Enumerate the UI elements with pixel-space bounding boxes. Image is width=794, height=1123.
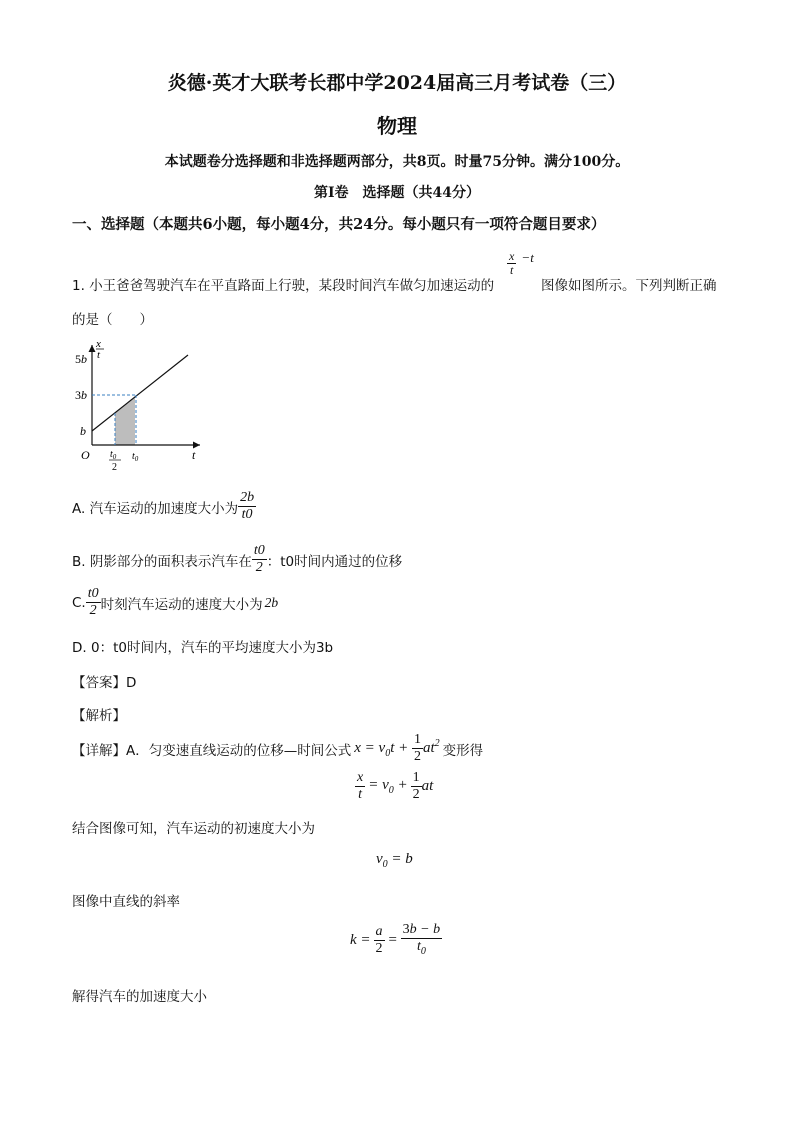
tick-t0: $t_0$: [132, 451, 139, 463]
svg-text:2: 2: [112, 462, 117, 473]
section-heading: 一、选择题（本题共6小题，每小题4分，共24分。每小题只有一项符合题目要求）: [72, 216, 606, 233]
tick-5b: 5b: [75, 352, 87, 366]
origin-label: O: [81, 448, 90, 462]
option-c-fraction: $\frac{t0}{2}$: [87, 586, 99, 618]
xt-num: x: [509, 249, 515, 263]
option-c-value: 2b: [264, 594, 279, 610]
option-d: D. 0：t0时间内，汽车的平均速度大小为3b: [72, 640, 334, 656]
initial-velocity-text: 结合图像可知，汽车运动的初速度大小为: [72, 821, 315, 837]
exam-title: 炎德·英才大联考长郡中学2024届高三月考试卷（三）: [167, 72, 627, 94]
option-b: [72, 543, 402, 576]
option-b-text3: t0时间内通过的位移: [280, 553, 403, 570]
option-a-fraction: $\frac{2b}{t0}$: [240, 490, 255, 522]
option-b-fraction: $\frac{t0}{2}$: [253, 543, 265, 575]
question-number: 1.: [72, 278, 85, 294]
option-b-text2: ：: [266, 553, 281, 570]
answer-label: 【答案】D: [72, 675, 137, 691]
data-line: [92, 355, 188, 431]
option-b-text1: B. 阴影部分的面积表示汽车在: [72, 553, 252, 570]
option-c-text1: C.: [72, 594, 86, 611]
option-a-text: A. 汽车运动的加速度大小为: [72, 500, 239, 517]
tick-3b: 3b: [75, 388, 87, 402]
y-label-t: t: [97, 349, 101, 361]
solve-text: 解得汽车的加速度大小: [72, 989, 207, 1005]
xt-minus-t: −t: [521, 250, 534, 265]
detail-prefix: 【详解】A．匀变速直线运动的位移—时间公式: [72, 742, 352, 759]
xt-fraction-label: [507, 250, 534, 277]
question-stem-part2: 图像如图所示。下列判断正确: [541, 278, 717, 294]
analysis-label: 【解析】: [72, 708, 126, 724]
part-heading: 第Ⅰ卷 选择题（共44分）: [313, 185, 481, 201]
subject-title: 物理: [377, 114, 417, 138]
x-axis-label: t: [192, 448, 196, 462]
question-stem-line2: 的是（ ）: [72, 312, 153, 328]
option-c: [72, 586, 278, 619]
y-label-x: x: [96, 338, 101, 350]
detail-line: [72, 732, 483, 765]
option-a: [72, 490, 256, 523]
formula-displacement: $x = v_0t$ + $\frac{1}{2}$ $at^2$: [354, 732, 440, 764]
formula-v0: $v_0 = b$: [376, 851, 413, 870]
option-c-text2: 时刻汽车运动的速度大小为: [100, 596, 263, 613]
formula-xt: $\frac{x}{t}$ = $v_0$ + $\frac{1}{2}$ at: [357, 770, 434, 802]
question-stem-part1: 小王爸爸驾驶汽车在平直路面上行驶，某段时间汽车做匀加速运动的: [89, 278, 495, 294]
question-stem-1: [72, 274, 494, 294]
xt-den: t: [509, 263, 514, 277]
detail-suffix: 变形得: [442, 742, 484, 759]
formula-slope: k = $\frac{a}{2}$ = $\frac{3b - b}{t_0}$: [350, 922, 441, 957]
exam-note: 本试题卷分选择题和非选择题两部分，共8页。时量75分钟。满分100分。: [164, 154, 630, 170]
tick-half-t0: $t_0$: [110, 449, 117, 461]
slope-text: 图像中直线的斜率: [72, 894, 180, 910]
tick-b: b: [80, 424, 86, 438]
xt-t-graph: [70, 335, 220, 480]
